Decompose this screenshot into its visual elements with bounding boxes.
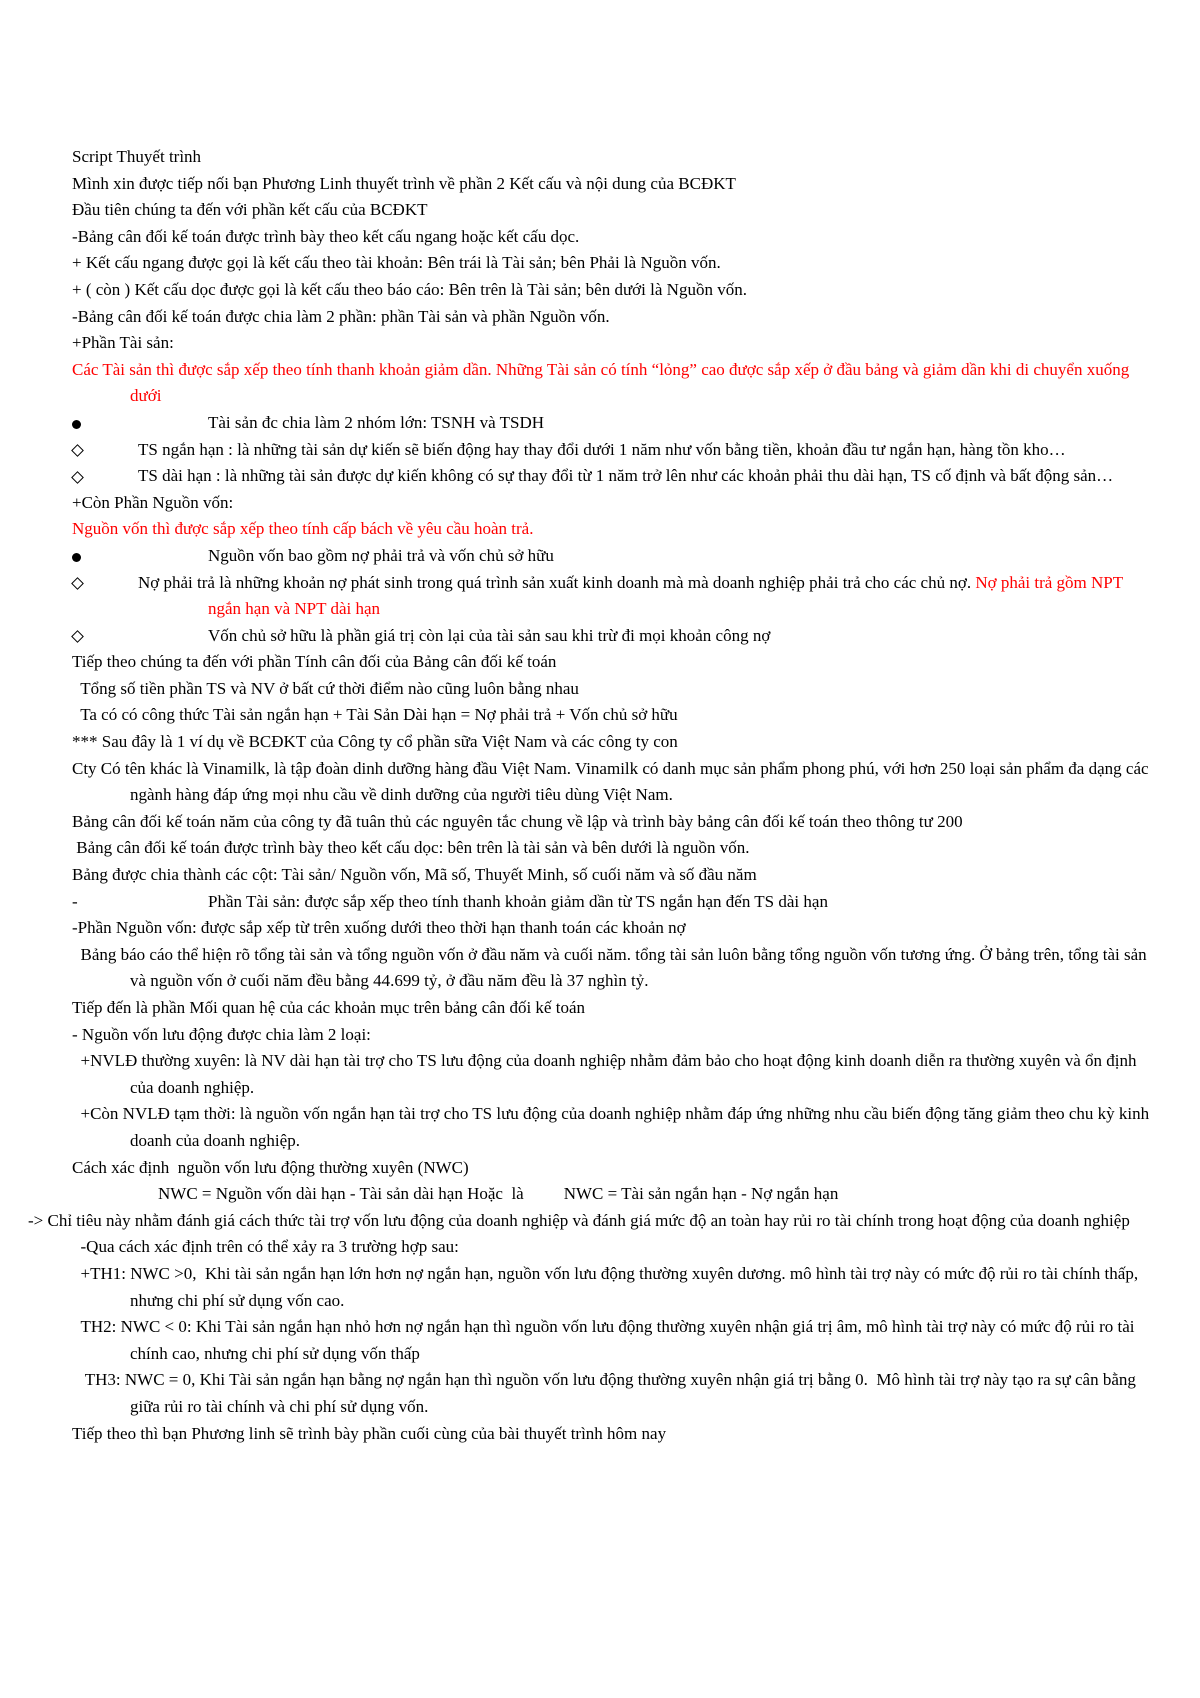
paragraph: +Còn NVLĐ tạm thời: là nguồn vốn ngắn hạn tài trợ cho TS lưu động của doanh nghiệp nhằm đáp ứng những nhu cầu biến động tăng giảm theo chu kỳ kinh doanh của doanh nghiệp. bbox=[72, 1104, 1154, 1150]
bullet-dash: - bbox=[72, 891, 78, 911]
bullet-diamond-icon bbox=[72, 437, 92, 464]
paragraph: Bảng được chia thành các cột: Tài sản/ Nguồn vốn, Mã số, Thuyết Minh, số cuối năm và số đầu năm bbox=[72, 865, 757, 885]
list-item: Vốn chủ sở hữu là phần giá trị còn lại của tài sản sau khi trừ đi mọi khoản công nợ bbox=[72, 623, 1162, 650]
highlighted-text: Nợ phải trả gồm NPT ngắn hạn và NPT dài hạn bbox=[208, 572, 1123, 619]
highlighted-paragraph: Nguồn vốn thì được sắp xếp theo tính cấp bách về yêu cầu hoàn trả. bbox=[72, 519, 534, 539]
bullet-dot-icon bbox=[72, 410, 92, 437]
paragraph: Tiếp đến là phần Mối quan hệ của các khoản mục trên bảng cân đối kế toán bbox=[72, 998, 585, 1017]
formula-line bbox=[72, 1181, 1162, 1208]
paragraph: -Qua cách xác định trên có thể xảy ra 3 trường hợp sau: bbox=[72, 1237, 459, 1257]
paragraph: Bảng cân đối kế toán được trình bày theo kết cấu dọc: bên trên là tài sản và bên dưới là nguồn vốn. bbox=[72, 838, 750, 858]
paragraph: Ta có có công thức Tài sản ngắn hạn + Tài Sản Dài hạn = Nợ phải trả + Vốn chủ sở hữu bbox=[72, 705, 678, 725]
list-item: Nguồn vốn bao gồm nợ phải trả và vốn chủ sở hữu bbox=[72, 543, 1162, 570]
list-item: TS ngắn hạn : là những tài sản dự kiến sẽ biến động hay thay đổi dưới 1 năm như vốn bằng tiền, khoản đầu tư ngắn hạn, hàng tồn kho… bbox=[72, 437, 1162, 464]
case-paragraph: TH3: NWC = 0, Khi Tài sản ngắn hạn bằng nợ ngắn hạn thì nguồn vốn lưu động thường xuyên nhận giá trị bằng 0. Mô hình tài trợ này tạo ra sự cân bằng giữa rủi ro tài chính và chi phí sử dụng vốn. bbox=[72, 1370, 1141, 1416]
document-title: Script Thuyết trình bbox=[72, 147, 202, 166]
list-item: Nợ phải trả là những khoản nợ phát sinh trong quá trình sản xuất kinh doanh mà mà doanh nghiệp phải trả cho các chủ nợ. Nợ phải trả gồm NPT ngắn hạn và NPT dài hạn bbox=[72, 570, 1162, 623]
formula-nwc-long-term: NWC = Nguồn vốn dài hạn - Tài sản dài hạn Hoặc là bbox=[158, 1184, 524, 1204]
paragraph: -Phần Nguồn vốn: được sắp xếp từ trên xuống dưới theo thời hạn thanh toán các khoản nợ bbox=[72, 918, 686, 938]
section-heading: +Còn Phần Nguồn vốn: bbox=[72, 492, 234, 512]
paragraph: -> Chỉ tiêu này nhằm đánh giá cách thức tài trợ vốn lưu động của doanh nghiệp và đánh giá mức độ an toàn hay rủi ro tài chính trong hoạt động của doanh nghiệp bbox=[28, 1210, 1130, 1230]
formula-nwc-short-term: NWC = Tài sản ngắn hạn - Nợ ngắn hạn bbox=[563, 1184, 839, 1204]
bullet-diamond-icon bbox=[72, 570, 92, 597]
paragraph: Mình xin được tiếp nối bạn Phương Linh thuyết trình về phần 2 Kết cấu và nội dung của BCĐKT bbox=[72, 173, 736, 193]
highlighted-paragraph: Các Tài sản thì được sắp xếp theo tính thanh khoản giảm dần. Những Tài sản có tính “lỏng” cao được sắp xếp ở đầu bảng và giảm dần khi di chuyển xuống dưới bbox=[72, 359, 1130, 406]
case-paragraph: TH2: NWC < 0: Khi Tài sản ngắn hạn nhỏ hơn nợ ngắn hạn thì nguồn vốn lưu động thường xuyên nhận giá trị âm, mô hình tài trợ này có mức độ rủi ro tài chính cao, nhưng chi phí sử dụng vốn thấp bbox=[72, 1317, 1139, 1363]
paragraph: *** Sau đây là 1 ví dụ về BCĐKT của Công ty cổ phần sữa Việt Nam và các công ty con bbox=[72, 732, 678, 752]
document-body bbox=[28, 144, 1162, 1447]
section-heading: +Phần Tài sản: bbox=[72, 333, 174, 353]
paragraph: Bảng báo cáo thể hiện rõ tổng tài sản và tổng nguồn vốn ở đầu năm và cuối năm. tổng tài sản luôn bằng tổng nguồn vốn tương ứng. Ở bảng trên, tổng tài sản và nguồn vốn ở cuối năm đều bằng 44.699 tỷ, ở đầu năm đều là 37 nghìn tỷ. bbox=[72, 944, 1151, 991]
case-paragraph: +TH1: NWC >0, Khi tài sản ngắn hạn lớn hơn nợ ngắn hạn, nguồn vốn lưu động thường xuyên dương. mô hình tài trợ này có mức độ rủi ro tài chính thấp, nhưng chi phí sử dụng vốn cao. bbox=[72, 1263, 1143, 1310]
paragraph: Đầu tiên chúng ta đến với phần kết cấu của BCĐKT bbox=[72, 200, 428, 220]
paragraph: Bảng cân đối kế toán năm của công ty đã tuân thủ các nguyên tắc chung về lập và trình bày bảng cân đối kế toán theo thông tư 200 bbox=[72, 811, 963, 831]
paragraph: - Nguồn vốn lưu động được chia làm 2 loại: bbox=[72, 1024, 371, 1044]
paragraph: Tiếp theo thì bạn Phương linh sẽ trình bày phần cuối cùng của bài thuyết trình hôm nay bbox=[72, 1423, 667, 1443]
paragraph: + ( còn ) Kết cấu dọc được gọi là kết cấu theo báo cáo: Bên trên là Tài sản; bên dưới là Nguồn vốn. bbox=[72, 279, 747, 299]
paragraph: -Bảng cân đối kế toán được chia làm 2 phần: phần Tài sản và phần Nguồn vốn. bbox=[72, 306, 610, 326]
bullet-dot-icon bbox=[72, 543, 92, 570]
paragraph: +NVLĐ thường xuyên: là NV dài hạn tài trợ cho TS lưu động của doanh nghiệp nhằm đảm bảo cho hoạt động kinh doanh diễn ra thường xuyên và ổn định của doanh nghiệp. bbox=[72, 1051, 1141, 1097]
paragraph: Tiếp theo chúng ta đến với phần Tính cân đối của Bảng cân đối kế toán bbox=[72, 652, 557, 672]
paragraph: Cách xác định nguồn vốn lưu động thường xuyên (NWC) bbox=[72, 1157, 469, 1177]
bullet-diamond-icon bbox=[72, 623, 92, 650]
list-item: - Phần Tài sản: được sắp xếp theo tính thanh khoản giảm dần từ TS ngắn hạn đến TS dài hạn bbox=[72, 889, 1162, 916]
paragraph: Cty Có tên khác là Vinamilk, là tập đoàn dinh dưỡng hàng đầu Việt Nam. Vinamilk có danh mục sản phẩm phong phú, với hơn 250 loại sản phẩm đa dạng các ngành hàng đáp ứng mọi nhu cầu về dinh dưỡng của người tiêu dùng Việt Nam. bbox=[72, 758, 1149, 805]
bullet-diamond-icon bbox=[72, 463, 92, 490]
paragraph: -Bảng cân đối kế toán được trình bày theo kết cấu ngang hoặc kết cấu dọc. bbox=[72, 226, 580, 246]
list-item: Tài sản đc chia làm 2 nhóm lớn: TSNH và TSDH bbox=[72, 410, 1162, 437]
list-item: TS dài hạn : là những tài sản được dự kiến không có sự thay đổi từ 1 năm trở lên như các khoản phải thu dài hạn, TS cố định và bất động sản… bbox=[72, 463, 1162, 490]
paragraph: + Kết cấu ngang được gọi là kết cấu theo tài khoản: Bên trái là Tài sản; bên Phải là Nguồn vốn. bbox=[72, 253, 721, 273]
paragraph: Tổng số tiền phần TS và NV ở bất cứ thời điểm nào cũng luôn bằng nhau bbox=[72, 678, 579, 698]
